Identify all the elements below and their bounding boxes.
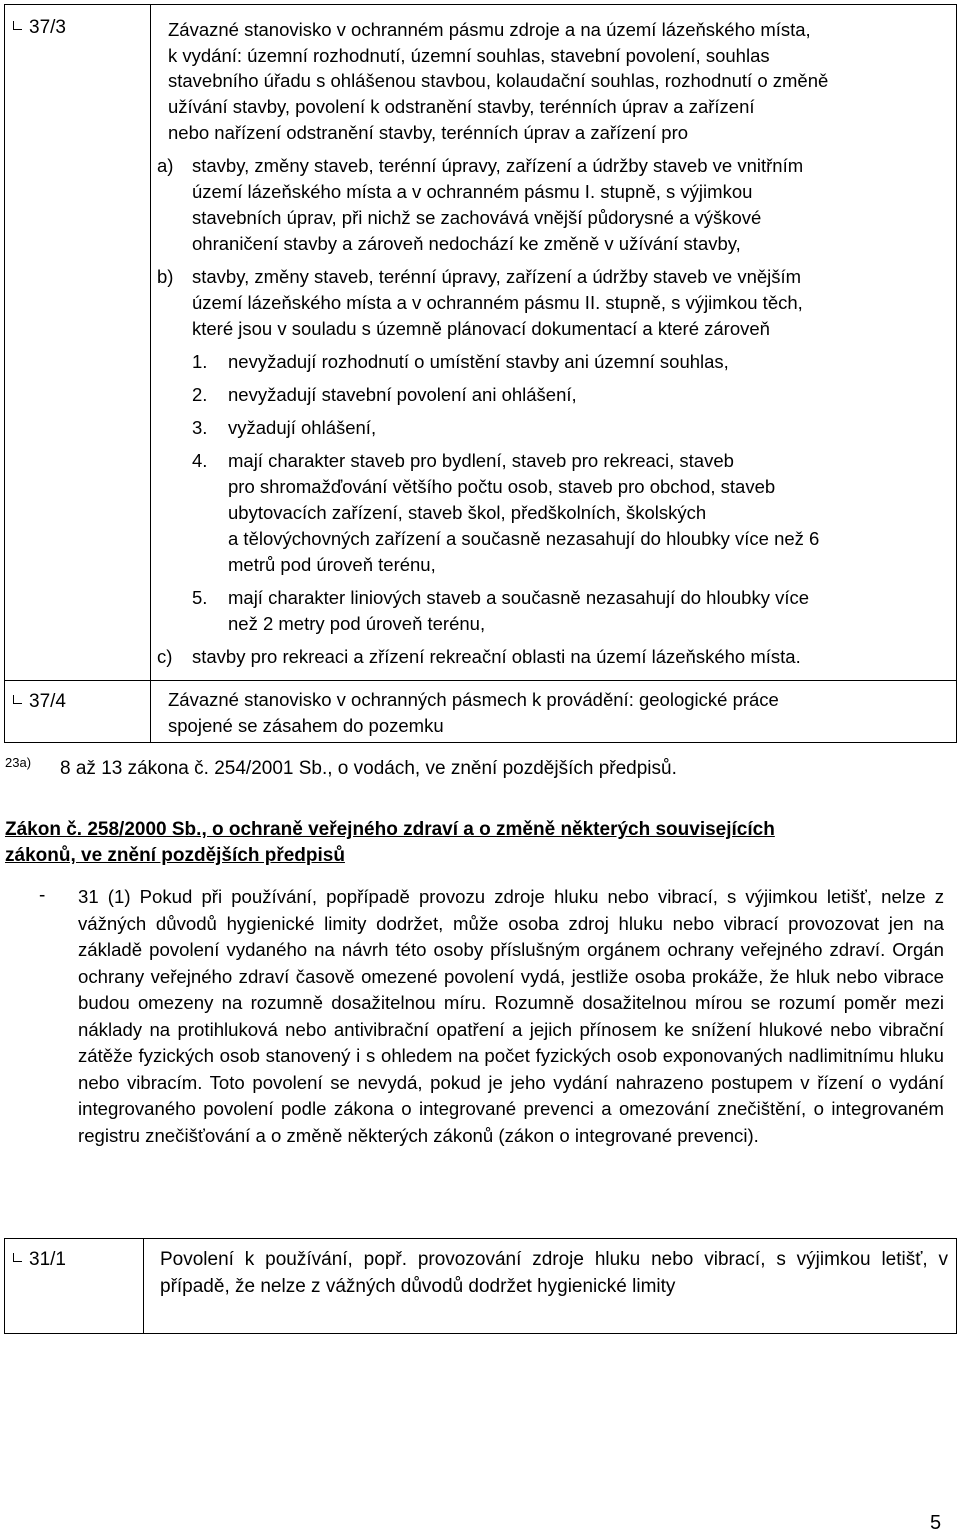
description-text: Povolení k používání, popř. provozování zdroje hluku nebo vibrací, s výjimkou letišť, v případě, že nelze z vážných důvodů dodržet hygienické limity	[160, 1249, 948, 1297]
text-line: mají charakter staveb pro bydlení, staveb pro rekreaci, staveb	[228, 450, 734, 471]
corner-mark-icon	[13, 21, 22, 30]
text-line: Závazné stanovisko v ochranných pásmech k provádění: geologické práce	[168, 689, 779, 710]
text-line: vyžadují ohlášení,	[228, 417, 377, 438]
footnote-text: 8 až 13 zákona č. 254/2001 Sb., o vodách, ve znění pozdějších předpisů.	[60, 758, 677, 779]
text-line: ubytovacích zařízení, staveb škol, předškolních, školských	[228, 502, 707, 523]
text-line: k vydání: územní rozhodnutí, územní souhlas, stavební povolení, souhlas	[168, 45, 770, 66]
text-line: Závazné stanovisko v ochranném pásmu zdroje a na území lázeňského místa,	[168, 19, 811, 40]
top-agenda-table	[4, 4, 957, 743]
text-line: nevyžadují rozhodnutí o umístění stavby ani územní souhlas,	[228, 351, 729, 372]
text-line: stavby pro rekreaci a zřízení rekreační oblasti na území lázeňského místa.	[192, 646, 801, 667]
code-cell	[5, 681, 151, 743]
corner-mark-icon	[13, 695, 22, 704]
table-row	[5, 681, 957, 743]
footnote-mark: 23a)	[5, 755, 32, 770]
text-line: mají charakter liniových staveb a současně nezasahují do hloubky více	[228, 587, 810, 608]
subitem-number: 3.	[192, 417, 208, 438]
text-line: pro shromažďování většího počtu osob, staveb pro obchod, staveb	[228, 476, 776, 497]
text-line: stavebního úřadu s ohlášenou stavbou, kolaudační souhlas, rozhodnutí o změně	[168, 70, 829, 91]
text-line: a tělovýchovných zařízení a současně nezasahují do hloubky více než 6	[228, 528, 820, 549]
subitem-number: 5.	[192, 587, 208, 608]
text-line: stavebních úprav, při nichž se zachovává vnější půdorysné a výškové	[192, 207, 762, 228]
item-letter-a: a)	[157, 155, 174, 176]
list-dash: -	[39, 885, 46, 906]
item-letter-c: c)	[157, 646, 173, 667]
law-heading-line-1: Zákon č. 258/2000 Sb., o ochraně veřejného zdraví a o změně některých souvisejících	[5, 819, 775, 840]
text-line: ohraničení stavby a zároveň nedochází ke změně v užívání stavby,	[192, 233, 741, 254]
text-line: stavby, změny staveb, terénní úpravy, zařízení a údržby staveb ve vnějším	[192, 266, 802, 287]
text-line: metrů pod úroveň terénu,	[228, 554, 436, 575]
text-line: spojené se zásahem do pozemku	[168, 715, 444, 736]
text-line: které jsou v souladu s územně plánovací dokumentací a které zároveň	[192, 318, 770, 339]
description-cell	[144, 1239, 957, 1334]
subitem-number: 2.	[192, 384, 208, 405]
corner-mark-icon	[13, 1253, 22, 1262]
table-row	[5, 5, 957, 681]
text-line: stavby, změny staveb, terénní úpravy, zařízení a údržby staveb ve vnitřním	[192, 155, 804, 176]
agenda-code: 37/3	[29, 17, 66, 38]
law-heading-line-2: zákonů, ve znění pozdějších předpisů	[5, 845, 345, 866]
subitem-number: 4.	[192, 450, 208, 471]
text-line: nebo nařízení odstranění stavby, terénních úprav a zařízení pro	[168, 122, 689, 143]
text-line: než 2 metry pod úroveň terénu,	[228, 613, 486, 634]
table-row	[5, 1239, 957, 1334]
item-letter-b: b)	[157, 266, 174, 287]
agenda-code: 37/4	[29, 691, 66, 712]
text-line: území lázeňského místa a v ochranném pásmu II. stupně, s výjimkou těch,	[192, 292, 803, 313]
page-number: 5	[930, 1512, 942, 1534]
code-cell	[5, 1239, 144, 1334]
code-cell	[5, 5, 151, 681]
text-line: užívání stavby, povolení k odstranění stavby, terénních úprav a zařízení	[168, 96, 755, 117]
section-number: 31 (1)	[78, 886, 131, 907]
subitem-number: 1.	[192, 351, 208, 372]
description-cell	[151, 681, 957, 743]
text-line: území lázeňského místa a v ochranném pásmu I. stupně, s výjimkou	[192, 181, 753, 202]
description-cell	[151, 5, 957, 681]
agenda-code: 31/1	[29, 1249, 66, 1270]
bottom-agenda-table	[4, 1238, 957, 1334]
paragraph-31	[78, 884, 944, 1149]
paragraph-text: Pokud při používání, popřípadě provozu zdroje hluku nebo vibrací, s výjimkou letišť, nelze z vážných důvodů hygienické limity dodržet, může osoba zdroj hluku nebo vibrací provozovat jen na základě povolení vydaného na návrh této osoby příslušným orgánem ochrany veřejného zdraví. Orgán ochrany veřejného zdraví časově omezené povolení vydá, jestliže osoba prokáže, že hluk nebo vibrace budou omezeny na rozumně dosažitelnou míru. Rozumně dosažitelnou mírou se rozumí poměr mezi náklady na protihluková nebo antivibrační opatření a jejich přínosem ke snížení hlukové nebo vibrační zátěže fyzických osob stanovený i s ohledem na počet fyzických osob exponovaných nadlimitnímu hluku nebo vibracím. Toto povolení se nevydá, pokud je jeho vydání nahrazeno postupem v řízení o vydání integrovaného povolení podle zákona o integrované prevenci a omezování znečištění, o integrovaném registru znečišťování a o změně některých zákonů (zákon o integrované prevenci).	[78, 886, 944, 1146]
text-line: nevyžadují stavební povolení ani ohlášení,	[228, 384, 577, 405]
